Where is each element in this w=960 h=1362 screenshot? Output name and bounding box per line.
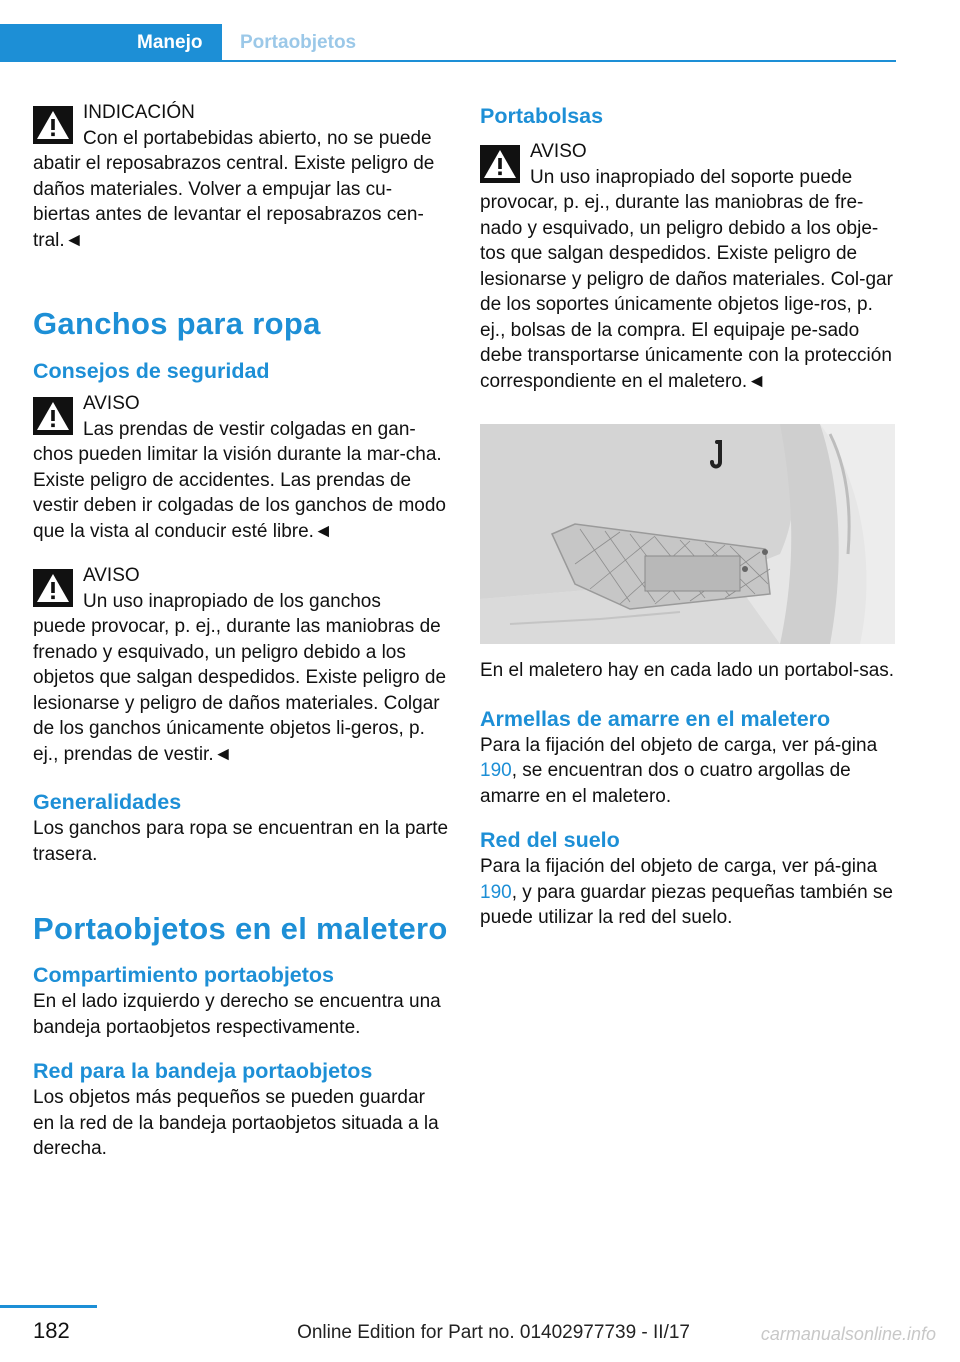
subheading-general: Generalidades [33, 790, 182, 814]
notice-first-line: Con el portabebidas abierto, no se puede [83, 127, 432, 149]
warning-text: puede provocar, p. ej., durante las maniobras de frenado y esquivado, un peligro debido a los objetos que salgan despedidos. Existe peligro de lesionarse y peligro de daños materiales. Colgar de los ganchos únicamente objetos li‐geros, p. ej., prendas de vestir.◄ [33, 616, 447, 765]
warning-triangle-icon [33, 106, 73, 144]
warning-triangle-icon [33, 569, 73, 607]
general-text: Los ganchos para ropa se encuentran en la parte trasera. [33, 818, 449, 865]
subheading-safety: Consejos de seguridad [33, 359, 270, 383]
header-rule [0, 60, 896, 62]
warning-first-line: Un uso inapropiado del soporte puede [530, 166, 853, 188]
warning-first-line: Un uso inapropiado de los ganchos [83, 590, 381, 612]
warning-triangle-icon [480, 145, 520, 183]
subheading-floor-net: Red del suelo [480, 828, 620, 852]
warning-block-3 [480, 139, 896, 394]
right-column [480, 100, 896, 931]
lashing-text [480, 733, 896, 810]
warning-text: chos pueden limitar la visión durante la mar‐cha. Existe peligro de accidentes. Las prendas de vestir deben ir colgadas de los ganchos de modo que la vista al conducir esté libre.◄ [33, 444, 446, 542]
subheading-compartment: Compartimiento portaobjetos [33, 963, 335, 987]
lashing-text-pre: Para la fijación del objeto de carga, ver pá‐gina [480, 734, 878, 756]
notice-text: abatir el reposabrazos central. Existe peligro de daños materiales. Volver a empujar las cu‐biertas antes de levantar el reposabrazos cen‐tral.◄ [33, 153, 435, 251]
warning-label: AVISO [83, 565, 140, 586]
warning-text: provocar, p. ej., durante las maniobras de fre‐nado y esquivado, un peligro debido a los obje‐tos que salgan despedidos. Existe peligro de lesionarse y peligro de daños materiales. Col‐gar de los soportes únicamente objetos lige‐ros, p. ej., bolsas de la compra. El equipaje pe‐sado debe transportarse únicamente con la protección correspondiente en el maletero.◄ [480, 192, 893, 392]
subheading-portabolsas: Portabolsas [480, 104, 604, 128]
warning-first-line: Las prendas de vestir colgadas en gan‐ [83, 418, 416, 440]
footer-rule [0, 1305, 97, 1308]
warning-block-2 [33, 563, 449, 767]
page-link-190[interactable]: 190 [480, 881, 512, 903]
lashing-text-post: , se encuentran dos o cuatro argollas de amarre en el maletero. [480, 760, 851, 807]
watermark-logo: carmanualsonline.info [760, 1324, 936, 1344]
floor-net-text [480, 854, 896, 931]
tab-manejo[interactable]: Manejo [0, 24, 222, 62]
notice-label: INDICACIÓN [83, 102, 195, 123]
floor-net-text-pre: Para la fijación del objeto de carga, ver pá‐gina [480, 856, 878, 877]
page-number: 182 [33, 1318, 70, 1343]
heading-portaobjetos-maletero: Portaobjetos en el maletero [33, 911, 448, 946]
subheading-tray-net: Red para la bandeja portaobjetos [33, 1059, 373, 1083]
floor-net-text-post: , y para guardar piezas pequeñas también se puede utilizar la red del suelo. [480, 881, 894, 928]
subheading-lashing-eyes: Armellas de amarre en el maletero [480, 706, 831, 731]
compartment-text: En el lado izquierdo y derecho se encuentra una bandeja portaobjetos respectivamente. [33, 991, 441, 1038]
trunk-bag-holder-illustration [480, 424, 895, 644]
warning-label: AVISO [83, 393, 140, 414]
image-caption: En el maletero hay en cada lado un portabol‐sas. [480, 660, 895, 681]
heading-ganchos: Ganchos para ropa [33, 306, 321, 341]
notice-block [33, 100, 449, 253]
warning-label: AVISO [530, 141, 587, 162]
edition-text: Online Edition for Part no. 01402977739 - II/17 [297, 1322, 690, 1343]
warning-triangle-icon [33, 397, 73, 435]
tab-portaobjetos[interactable]: Portaobjetos [240, 32, 357, 53]
left-column [33, 100, 449, 1162]
tray-net-text: Los objetos más pequeños se pueden guardar en la red de la bandeja portaobjetos situada a la derecha. [33, 1087, 439, 1159]
page-link-190[interactable]: 190 [480, 760, 512, 781]
header-tabs [0, 24, 896, 62]
warning-block-1 [33, 391, 449, 544]
